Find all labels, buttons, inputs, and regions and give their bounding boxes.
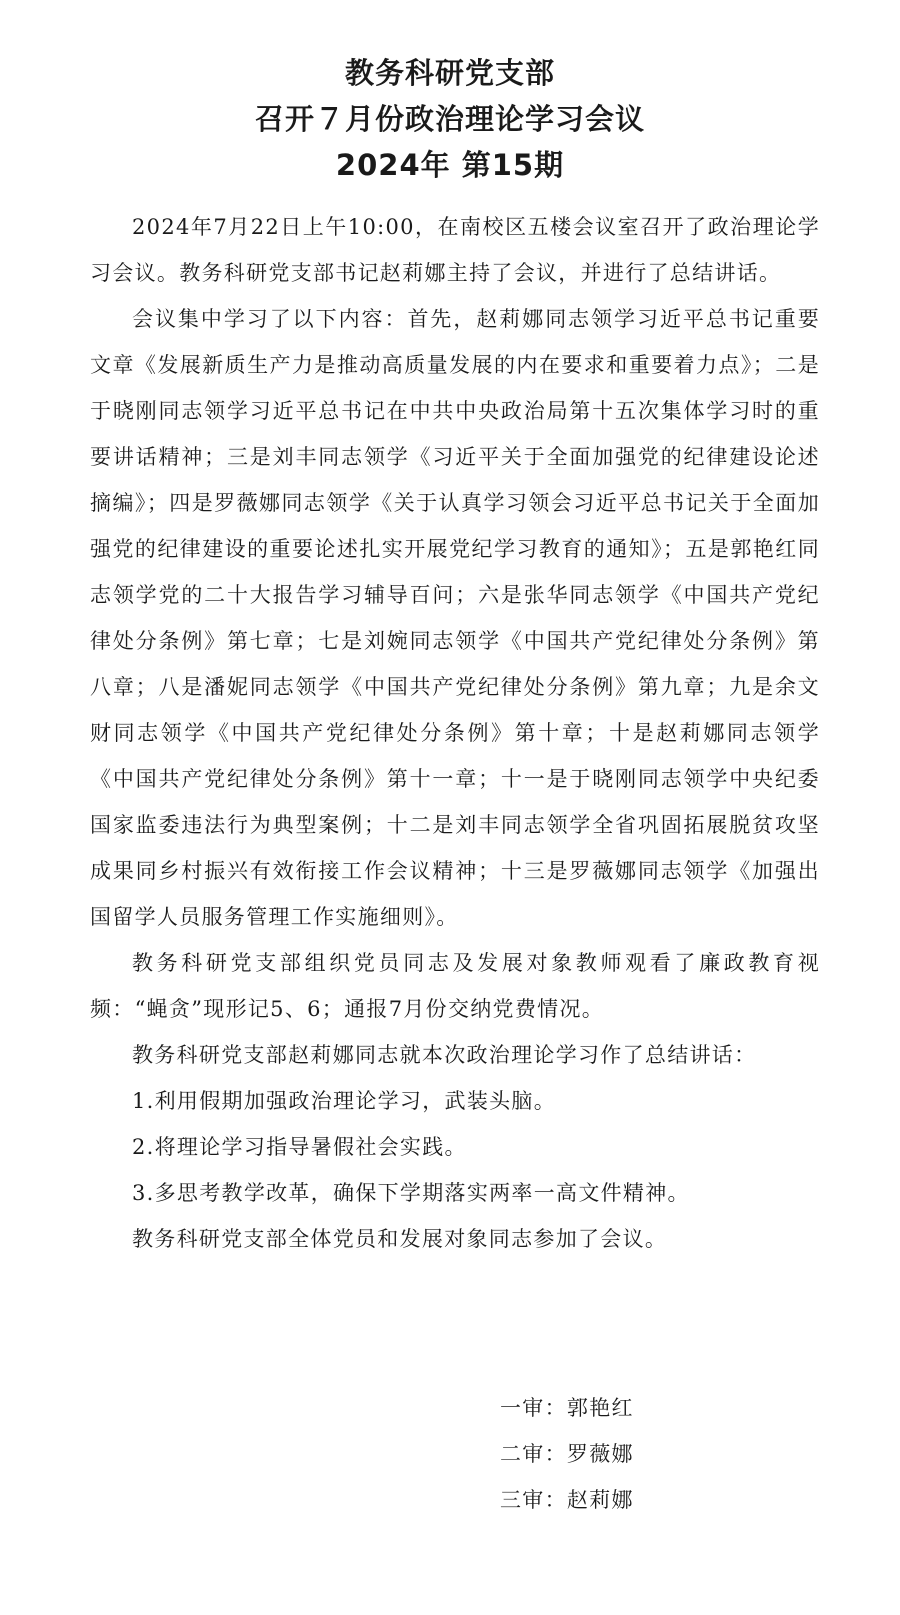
title-branch-name: 教务科研党支部 xyxy=(344,56,555,90)
title-issue-number: 2024年 第15期 xyxy=(335,148,565,182)
reviewer-third: 三审：赵莉娜 xyxy=(500,1488,634,1512)
document-body xyxy=(90,204,820,1262)
paragraph-attendance: 教务科研党支部全体党员和发展对象同志参加了会议。 xyxy=(132,1227,668,1251)
document-title xyxy=(0,50,900,188)
title-meeting-name: 召开７月份政治理论学习会议 xyxy=(254,102,645,136)
reviewer-first: 一审：郭艳红 xyxy=(500,1396,634,1420)
paragraph-summary-intro: 教务科研党支部赵莉娜同志就本次政治理论学习作了总结讲话： xyxy=(132,1043,757,1067)
paragraph-video-and-dues: 教务科研党支部组织党员同志及发展对象教师观看了廉政教育视频：“蝇贪”现形记5、6；通报7月份交纳党费情况。 xyxy=(90,951,820,1021)
summary-point-2: 2.将理论学习指导暑假社会实践。 xyxy=(132,1135,467,1159)
reviewer-second: 二审：罗薇娜 xyxy=(500,1442,634,1466)
reviewer-list xyxy=(500,1385,800,1523)
paragraph-meeting-info: 2024年7月22日上午10:00，在南校区五楼会议室召开了政治理论学习会议。教务科研党支部书记赵莉娜主持了会议，并进行了总结讲话。 xyxy=(90,215,820,285)
summary-point-3: 3.多思考教学改革，确保下学期落实两率一高文件精神。 xyxy=(132,1181,690,1205)
paragraph-study-content: 会议集中学习了以下内容：首先，赵莉娜同志领学习近平总书记重要文章《发展新质生产力是推动高质量发展的内在要求和重要着力点》；二是于晓刚同志领学习近平总书记在中共中央政治局第十五次集体学习时的重要讲话精神；三是刘丰同志领学《习近平关于全面加强党的纪律建设论述摘编》；四是罗薇娜同志领学《关于认真学习领会习近平总书记关于全面加强党的纪律建设的重要论述扎实开展党纪学习教育的通知》；五是郭艳红同志领学党的二十大报告学习辅导百问；六是张华同志领学《中国共产党纪律处分条例》第七章；七是刘婉同志领学《中国共产党纪律处分条例》第八章；八是潘妮同志领学《中国共产党纪律处分条例》第九章；九是余文财同志领学《中国共产党纪律处分条例》第十章；十是赵莉娜同志领学《中国共产党纪律处分条例》第十一章；十一是于晓刚同志领学中央纪委国家监委违法行为典型案例；十二是刘丰同志领学全省巩固拓展脱贫攻坚成果同乡村振兴有效衔接工作会议精神；十三是罗薇娜同志领学《加强出国留学人员服务管理工作实施细则》。 xyxy=(90,307,820,929)
summary-point-1: 1.利用假期加强政治理论学习，武装头脑。 xyxy=(132,1089,557,1113)
